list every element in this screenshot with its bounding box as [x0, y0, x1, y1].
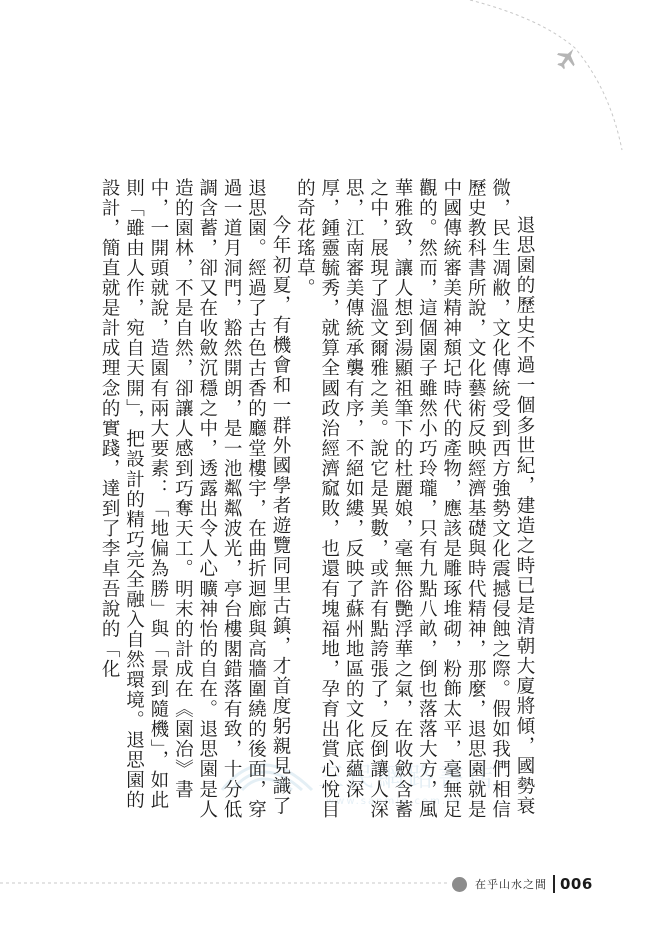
svg-text:三民網路書店: 三民網路書店	[318, 763, 499, 793]
page-footer	[452, 872, 593, 896]
svg-text:www.sanmin.com.tw: www.sanmin.com.tw	[326, 796, 464, 807]
page-number: 006	[560, 875, 593, 893]
paragraph-1: 退思園的歷史不過一個多世紀，建造之時已是清朝大廈將傾，國勢衰微，民生凋敝，文化傳統受到西方強勢文化震撼侵蝕之際。假如我們相信歷史教科書所說，文化藝術反映經濟基礎與時代精神，那麼，退思園就是中國傳統審美精神頹圮時代的產物，應該是雕琢堆砌，粉飾太平，毫無足觀的。然而，這個園子雖然小巧玲瓏，只有九點八畝，倒也落落大方，風華雅致，讓人想到湯顯祖筆下的杜麗娘，毫無俗艷浮華之氣，在收斂含蓄之中，展現了溫文爾雅之美。說它是異數，或許有點誇張了，反倒讓人深思，江南審美傳統承襲有序，不絕如縷，反映了蘇州地區的文化底蘊深厚，鍾靈毓秀，就算全國政治經濟窳敗，也還有塊福地，孕育出賞心悅目的奇花瑤草。	[294, 178, 535, 820]
airplane-icon	[552, 43, 581, 72]
body-text	[99, 178, 536, 820]
paragraph-2: 今年初夏，有機會和一群外國學者遊覽同里古鎮，才首度躬親見識了退思園。經過了古色古香的廳堂樓宇，在曲折迴廊與高牆圍繞的後面，穿過一道月洞門，豁然開朗，是一池粼粼波光，亭台樓閣錯落有致，十分低調含蓄，卻又在收斂沉穩之中，透露出令人心曠神怡的自在。退思園是人造的園林，不是自然，卻讓人感到巧奪天工。明末的計成在《園冶》書中，一開頭就說，造園有兩大要素：「地偏為勝」與「景到隨機」，如此則「雖由人作，宛自天開」，把設計的精巧完全融入自然環境。退思園的設計，簡直就是計成理念的實踐，達到了李卓吾說的「化	[99, 178, 291, 820]
bullet-dot-icon	[452, 877, 467, 892]
footer-divider	[553, 875, 555, 893]
running-head: 在乎山水之間	[475, 878, 547, 891]
dashed-flight-arc	[470, 0, 622, 150]
